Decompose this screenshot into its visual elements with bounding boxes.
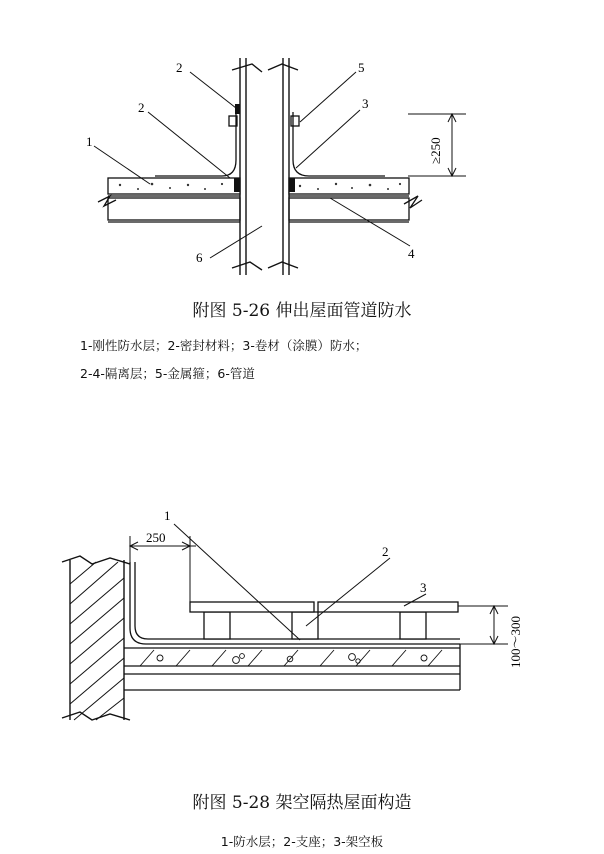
wall-hatch [70,562,124,720]
label-5: 5 [358,60,365,75]
membrane-upturn [155,112,385,176]
label-3: 3 [420,580,427,595]
dimension-text: ≥250 [428,137,443,164]
pipe [232,58,298,275]
figure2-caption: 附图 5-28 架空隔热屋面构造 [192,793,412,813]
label-1: 1 [86,134,93,149]
roof-slab [124,644,460,690]
slab-hatch [140,650,442,666]
pipe-roof-diagram [0,0,604,290]
supports [204,612,426,639]
elevated-roof-diagram [0,500,604,730]
aggregate-texture [157,654,427,664]
label-1: 1 [164,508,171,523]
figure1-legend-line1: 1-刚性防水层；2-密封材料；3-卷材（涂膜）防水； [80,338,368,353]
label-4: 4 [408,246,415,261]
label-2: 2 [382,544,389,559]
label-2-upper: 2 [176,60,183,75]
roof-slab-right [289,178,422,222]
dim-width-text: 250 [146,530,166,545]
figure1-caption: 附图 5-26 伸出屋面管道防水 [192,301,412,321]
figure2-legend: 1-防水层；2-支座；3-架空板 [220,834,384,849]
elevated-slab [190,602,458,612]
label-2-lower: 2 [138,100,145,115]
width-dimension [130,536,196,602]
figure1-legend-line2: 2-4-隔离层；5-金属箍；6-管道 [80,366,255,381]
sealant [234,104,295,192]
label-6: 6 [196,250,203,265]
label-3: 3 [362,96,369,111]
height-dimension-2 [458,606,508,644]
dim-height-text: 100～300 [508,615,523,668]
